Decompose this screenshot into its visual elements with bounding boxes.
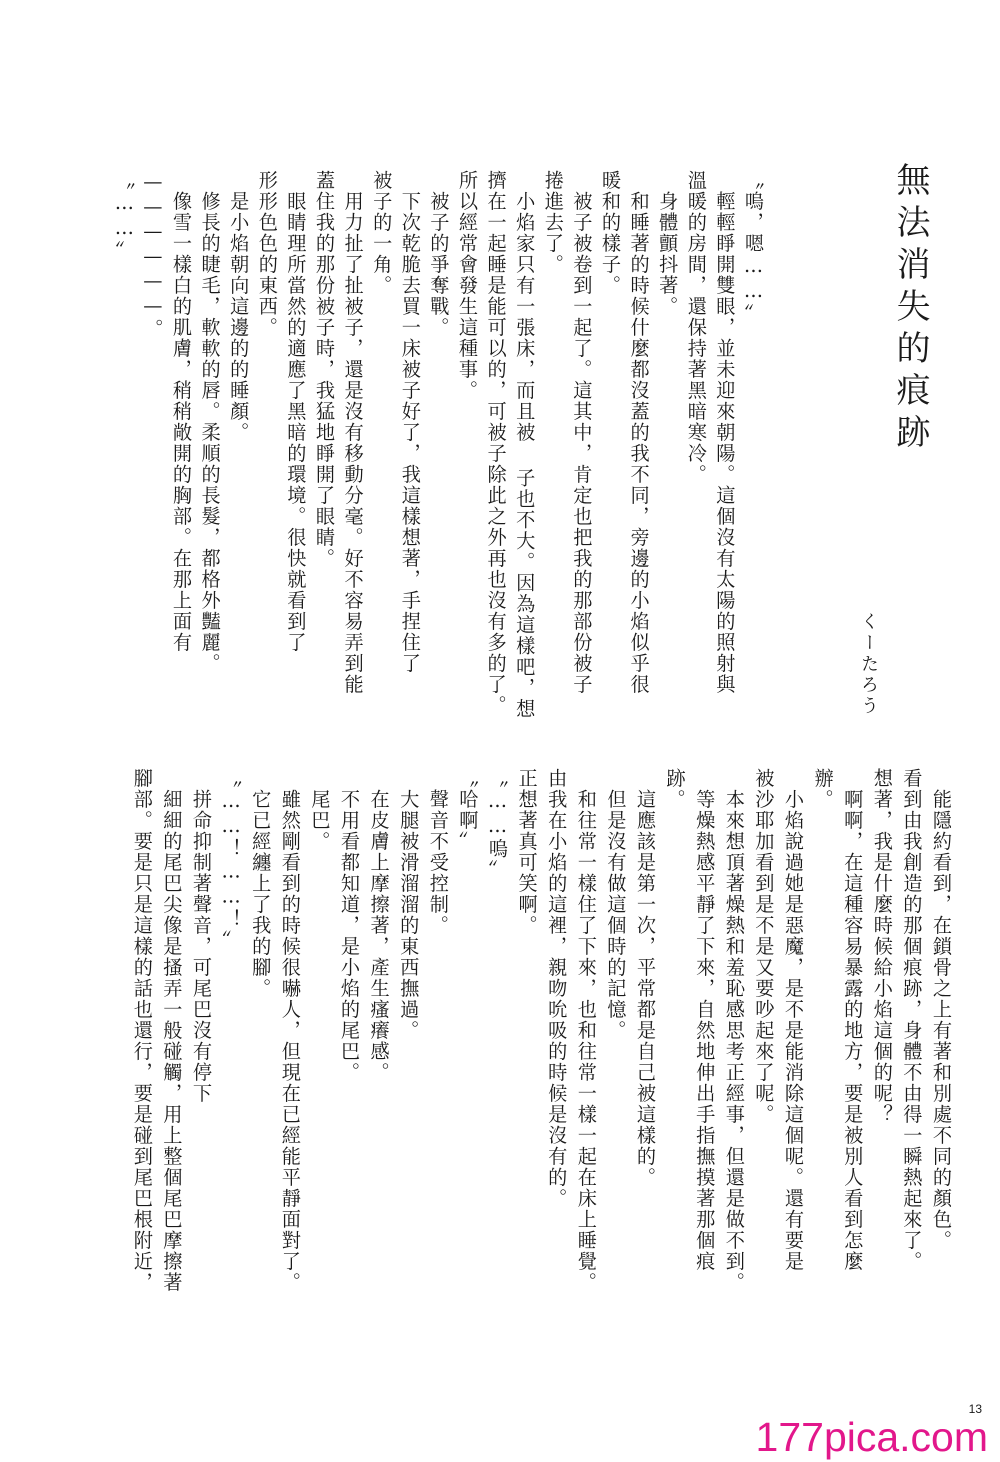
text-column: 大腿被滑溜溜的東西撫過。 (397, 768, 421, 1041)
text-column: 眼睛理所當然的適應了黑暗的環境。很快就看到了 (284, 170, 308, 653)
text-column: 身體顫抖著。 (656, 170, 680, 317)
watermark: 177pica.com (755, 1414, 988, 1460)
text-column: 和往常一樣住了下來，也和往常一樣一起在床上睡覺。 (574, 768, 598, 1293)
text-column: 〝……！……！〞 (219, 768, 243, 952)
text-column: 但是沒有做這個時的記憶。 (604, 768, 628, 1041)
text-column: 被沙耶加看到是不是又要吵起來了呢。 (752, 768, 776, 1125)
text-column: 〝……〞 (112, 170, 136, 262)
text-column: 被子被卷到一起了。這其中，肯定也把我的那部份被子 (570, 170, 594, 695)
text-column: 拼命抑制著聲音，可尾巴沒有停下 (190, 768, 213, 1104)
text-column: 腳部。要是只是這樣的話也還行，要是碰到尾巴根附近， (130, 768, 154, 1293)
text-column: 看到由我創造的那個痕跡，身體不由得一瞬熱起來了。 (900, 768, 924, 1272)
text-column: 想著，我是什麼時候給小焰這個的呢？ (870, 768, 894, 1125)
text-column: 下次乾脆去買一床被子好了，我這樣想著，手捏住了 (398, 170, 422, 674)
text-column: 辦。 (811, 768, 835, 810)
text-column: 被子的爭奪戰。 (427, 170, 451, 338)
text-column: 被子的一角。 (370, 170, 394, 296)
text-column: 跡。 (663, 768, 687, 810)
text-column: 小焰說過她是惡魔，是不是能消除這個呢。還有要是 (782, 768, 805, 1272)
text-column: 聲音不受控制。 (426, 768, 450, 936)
page-number: 13 (968, 1402, 982, 1416)
text-column: 尾巴。 (308, 768, 332, 852)
text-column: 〝哈啊〞 (456, 768, 480, 852)
text-column: 〝嗚，嗯……〞 (742, 170, 765, 325)
text-column: 暖和的樣子。 (599, 170, 622, 296)
text-column: 〝……嗚〞 (486, 768, 509, 881)
text-column: ——————。 (141, 170, 165, 340)
text-column: 這應該是第一次，平常都是自己被這樣的。 (634, 768, 657, 1188)
text-column: 不用看都知道，是小焰的尾巴。 (338, 768, 361, 1083)
text-column: 形形色色的東西。 (255, 170, 279, 338)
text-column: 等燥熱感平靜了下來，自然地伸出手指撫摸著那個痕 (693, 768, 717, 1272)
text-column: 在皮膚上摩擦著，產生瘙癢感。 (367, 768, 391, 1083)
text-column: 雖然剛看到的時候很嚇人，但現在已經能平靜面對了。 (278, 768, 302, 1293)
text-column: 和睡著的時候什麼都沒蓋的我不同，旁邊的小焰似乎很 (627, 170, 651, 695)
text-column: 正想著真可笑啊。 (515, 768, 539, 936)
text-column: 所以經常會發生這種事。 (456, 170, 479, 401)
text-column: 溫暖的房間，還保持著黑暗寒冷。 (684, 170, 708, 485)
text-column: 細細的尾巴尖像是搔弄一般碰觸，用上整個尾巴摩擦著 (160, 768, 184, 1293)
text-column: 蓋住我的那份被子時，我猛地睜開了眼睛。 (313, 170, 336, 569)
text-column: 本來想頂著燥熱和羞恥感思考正經事，但還是做不到。 (722, 768, 746, 1293)
author-name: くーたろう (858, 612, 879, 717)
text-column: 能隱約看到，在鎖骨之上有著和別處不同的顏色。 (930, 768, 953, 1251)
text-column: 擠在一起睡是能可以的，可被子除此之外再也沒有多的了。 (484, 170, 508, 716)
text-column: 小焰家只有一張床，而且被 子也不大。因為這樣吧，想 (513, 170, 537, 720)
text-column: 由我在小焰的這裡，親吻吮吸的時候是沒有的。 (545, 768, 569, 1209)
text-column: 修長的睫毛，軟軟的唇。柔順的長髮，都格外豔麗。 (198, 170, 222, 674)
text-column: 捲進去了。 (541, 170, 565, 275)
text-column: 用力扯了扯被子，還是沒有移動分毫。好不容易弄到能 (341, 170, 365, 695)
text-column: 像雪一樣白的肌膚，稍稍敞開的胸部。在那上面有 (170, 170, 193, 653)
text-column: 啊啊，在這種容易暴露的地方，要是被別人看到怎麼 (841, 768, 865, 1272)
text-column: 它已經纏上了我的腳。 (249, 768, 273, 999)
text-column: 是小焰朝向這邊的的睡顏。 (227, 170, 251, 443)
story-title: 無法消失的痕跡 (890, 162, 930, 456)
text-column: 輕輕睜開雙眼，並未迎來朝陽。這個沒有太陽的照射與 (713, 170, 737, 695)
